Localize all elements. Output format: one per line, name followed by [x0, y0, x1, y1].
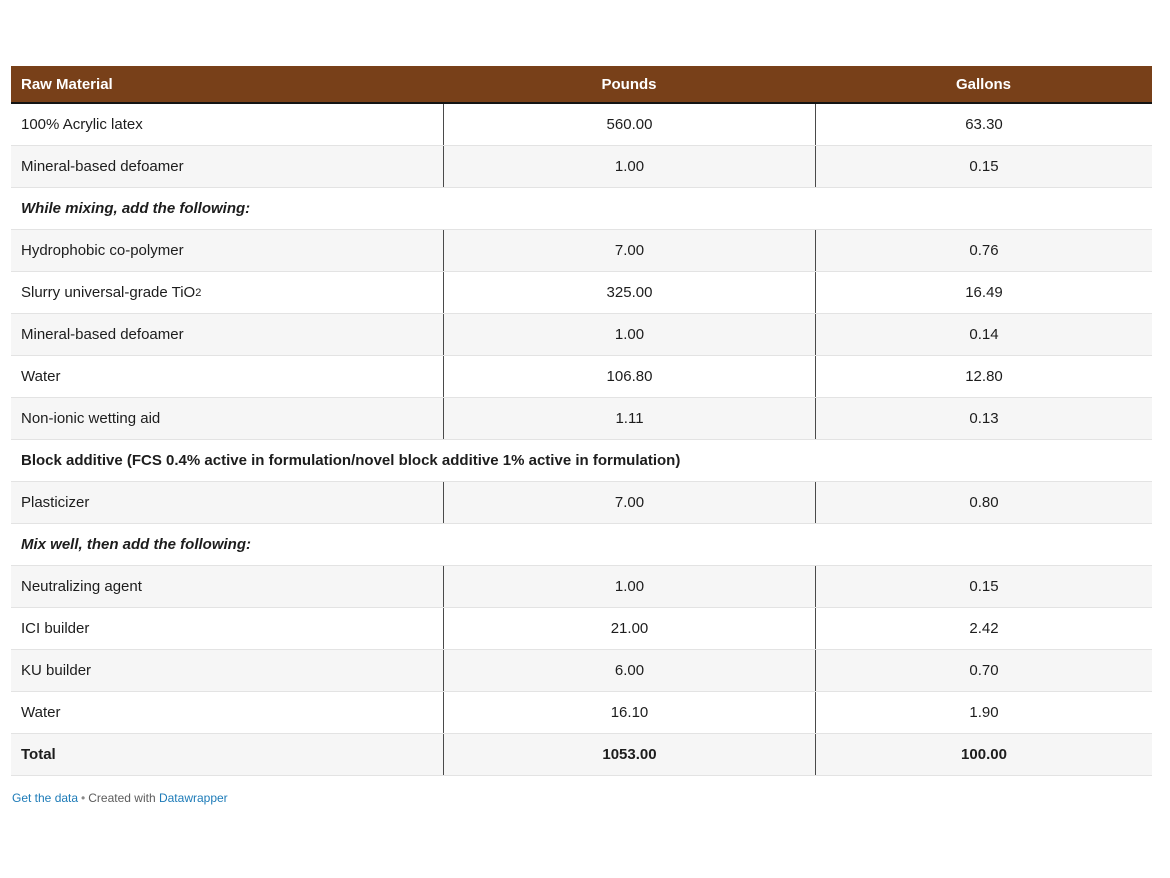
pounds-cell: 325.00 [443, 272, 815, 313]
table-row [11, 272, 1152, 314]
material-cell: Water [21, 368, 61, 385]
table-row [11, 398, 1152, 440]
material-cell: 100% Acrylic latex [21, 116, 143, 133]
table-row [11, 692, 1152, 734]
pounds-cell: 7.00 [443, 482, 815, 523]
table-row [11, 650, 1152, 692]
pounds-cell: 16.10 [443, 692, 815, 733]
pounds-cell: 560.00 [443, 104, 815, 145]
column-header-gallons: Gallons [955, 75, 1011, 93]
pounds-cell: 1.11 [443, 398, 815, 439]
get-the-data-link[interactable]: Get the data [12, 791, 79, 805]
material-cell: Plasticizer [21, 494, 90, 511]
gallons-cell: 0.15 [815, 566, 1152, 607]
attribution-footer [11, 791, 1170, 805]
created-with-text: Created with [88, 791, 156, 805]
material-cell: Mineral-based defoamer [21, 326, 184, 343]
gallons-cell: 100.00 [815, 734, 1152, 775]
pounds-cell: 106.80 [443, 356, 815, 397]
table-row [11, 356, 1152, 398]
section-header-label: Block additive (FCS 0.4% active in formulation/novel block additive 1% active in formulation) [21, 452, 681, 469]
section-header-row [11, 188, 1152, 230]
pounds-cell: 6.00 [443, 650, 815, 691]
pounds-cell: 1.00 [443, 146, 815, 187]
material-cell: Water [21, 704, 61, 721]
column-header-pounds: Pounds [601, 75, 657, 93]
table-row [11, 104, 1152, 146]
column-header-raw-material: Raw Material [21, 75, 113, 93]
section-header-label: Mix well, then add the following: [21, 536, 251, 553]
material-cell: Total [21, 746, 56, 763]
gallons-cell: 0.80 [815, 482, 1152, 523]
gallons-cell: 0.15 [815, 146, 1152, 187]
material-cell: Mineral-based defoamer [21, 158, 184, 175]
section-header-label: While mixing, add the following: [21, 200, 251, 217]
table-body [11, 104, 1152, 776]
material-cell: Slurry universal-grade TiO 2 [21, 284, 202, 301]
footer-separator: • [81, 791, 86, 805]
gallons-cell: 0.14 [815, 314, 1152, 355]
material-cell: Hydrophobic co-polymer [21, 242, 184, 259]
pounds-cell: 1.00 [443, 566, 815, 607]
pounds-cell: 1053.00 [443, 734, 815, 775]
table-row [11, 566, 1152, 608]
pounds-cell: 7.00 [443, 230, 815, 271]
section-header-row [11, 440, 1152, 482]
datawrapper-link[interactable]: Datawrapper [158, 791, 228, 805]
section-header-row [11, 524, 1152, 566]
gallons-cell: 16.49 [815, 272, 1152, 313]
table-row [11, 482, 1152, 524]
material-cell: ICI builder [21, 620, 90, 637]
total-row [11, 734, 1152, 776]
material-cell: KU builder [21, 662, 92, 679]
raw-materials-table [11, 66, 1152, 776]
material-cell: Non-ionic wetting aid [21, 410, 161, 427]
table-row [11, 314, 1152, 356]
material-cell: Neutralizing agent [21, 578, 142, 595]
table-header-row [11, 66, 1152, 104]
pounds-cell: 1.00 [443, 314, 815, 355]
pounds-cell: 21.00 [443, 608, 815, 649]
gallons-cell: 0.76 [815, 230, 1152, 271]
gallons-cell: 0.13 [815, 398, 1152, 439]
gallons-cell: 12.80 [815, 356, 1152, 397]
table-row [11, 230, 1152, 272]
table-row [11, 608, 1152, 650]
gallons-cell: 63.30 [815, 104, 1152, 145]
gallons-cell: 0.70 [815, 650, 1152, 691]
gallons-cell: 2.42 [815, 608, 1152, 649]
table-row [11, 146, 1152, 188]
gallons-cell: 1.90 [815, 692, 1152, 733]
